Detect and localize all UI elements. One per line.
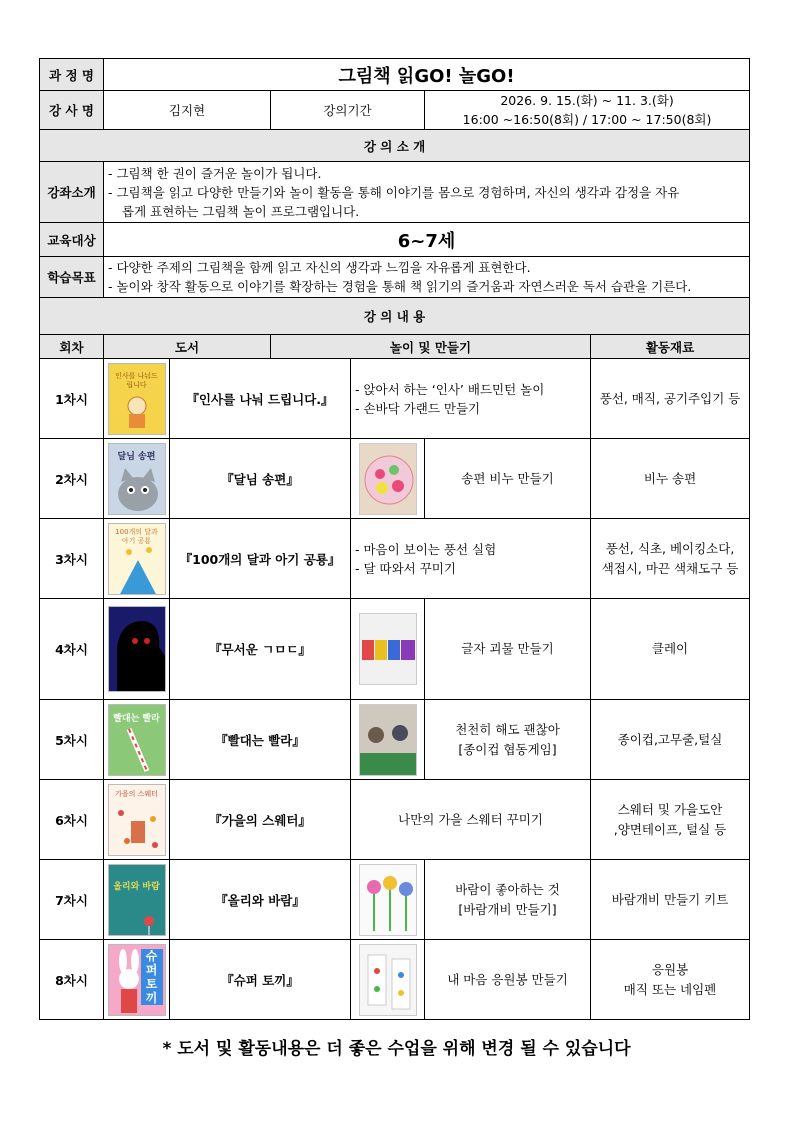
goal-text (104, 257, 750, 298)
activity-photo-cell (351, 860, 425, 940)
activity-photo-cell (351, 599, 425, 700)
content-section-title: 강 의 내 용 (40, 298, 750, 335)
activity-text (425, 700, 591, 780)
materials-line: 풍선, 매직, 공기주입기 등 (599, 390, 741, 406)
soap-illustration (360, 444, 417, 515)
materials-text (591, 359, 750, 439)
cover-title: 달님 송편 (117, 451, 156, 462)
goal-line: - 다양한 주제의 그림책을 함께 읽고 자신의 생각과 느낌을 자유롭게 표현한다. (108, 260, 531, 275)
session-row (40, 599, 750, 700)
book-cover-image (108, 864, 166, 936)
activity-line: - 마음이 보이는 풍선 실험 (355, 541, 497, 557)
book-cover-image (108, 944, 166, 1016)
pinwheel-photo (359, 864, 417, 936)
book-cover-image (108, 443, 166, 515)
goal-line: - 놀이와 창작 활동으로 이야기를 확장하는 경험을 통해 책 읽기의 즐거움과 자연스러운 독서 습관을 기른다. (108, 279, 692, 294)
activity-text (351, 519, 591, 599)
book-title: 『빨대는 빨라』 (170, 700, 351, 780)
course-intro-line: 롭게 표현하는 그림책 놀이 프로그램입니다. (122, 203, 360, 219)
book-title: 『100개의 달과 아기 공룡』 (170, 519, 351, 599)
materials-line: 매직 또는 네임펜 (623, 981, 717, 997)
session-number: 8차시 (40, 940, 104, 1020)
book-cover-cell (104, 860, 170, 940)
straw-illustration (109, 705, 166, 776)
activity-photo-cell (351, 439, 425, 519)
intro-section-title: 강 의 소 개 (40, 130, 750, 162)
cover-title: 100개의 달과 아기 공룡 (115, 527, 158, 545)
pinwheel-illustration (360, 865, 417, 936)
book-cover-image (108, 606, 166, 692)
materials-text (591, 599, 750, 700)
col-session-header: 회차 (40, 335, 104, 359)
activity-line: 바람이 좋아하는 것 (455, 881, 560, 897)
materials-line: 클레이 (651, 641, 689, 656)
activity-text (425, 940, 591, 1020)
rabbit-illustration (109, 945, 166, 1016)
activity-text (425, 439, 591, 519)
period-label: 강의기간 (271, 91, 425, 130)
materials-text (591, 940, 750, 1020)
book-title: 『무서운 ㄱㅁㄷ』 (170, 599, 351, 700)
course-intro-text (104, 162, 750, 223)
col-materials-header: 활동재료 (591, 335, 750, 359)
materials-line: 색접시, 마끈 색채도구 등 (601, 560, 739, 576)
wind-illustration (109, 865, 166, 936)
footnote: * 도서 및 활동내용은 더 좋은 수업을 위해 변경 될 수 있습니다 (162, 1039, 631, 1059)
materials-line: ,양면테이프, 털실 등 (613, 821, 727, 837)
materials-line: 풍선, 식초, 베이킹소다, (605, 540, 735, 556)
soap-photo (359, 443, 417, 515)
activity-line: 천천히 해도 괜찮아 (455, 721, 560, 737)
activity-line: [종이컵 협동게임] (458, 741, 557, 757)
activity-line: - 앉아서 하는 ‘인사’ 배드민턴 놀이 (355, 381, 545, 397)
target-label: 교육대상 (40, 223, 104, 257)
sweater-illustration (109, 785, 166, 856)
book-cover-image (108, 523, 166, 595)
session-row (40, 359, 750, 439)
activity-text (351, 359, 591, 439)
book-cover-cell (104, 940, 170, 1020)
clay-photo (359, 613, 417, 685)
session-row (40, 860, 750, 940)
book-cover-image (108, 704, 166, 776)
materials-text (591, 439, 750, 519)
book-title: 『인사를 나눠 드립니다.』 (170, 359, 351, 439)
period-dates: 2026. 9. 15.(화) ~ 11. 3.(화) (500, 93, 674, 108)
book-cover-image (108, 363, 166, 435)
curriculum-table (39, 58, 750, 1020)
materials-line: 비누 송편 (643, 470, 697, 486)
clay-letters-illustration (360, 614, 417, 685)
session-number: 6차시 (40, 780, 104, 860)
monster-illustration (109, 607, 166, 692)
activity-photo-cell (351, 940, 425, 1020)
materials-text (591, 519, 750, 599)
materials-text (591, 860, 750, 940)
session-row (40, 940, 750, 1020)
session-number: 4차시 (40, 599, 104, 700)
activity-text (425, 599, 591, 700)
cat-illustration (109, 444, 166, 515)
book-cover-image (108, 784, 166, 856)
cover-title: 빨대는 빨라 (113, 713, 160, 724)
book-title: 『가을의 스웨터』 (170, 780, 351, 860)
book-title: 『슈퍼 토끼』 (170, 940, 351, 1020)
activity-line: - 달 따와서 꾸미기 (355, 560, 456, 576)
cover-title: 인사를 나눠드립니다 (115, 371, 158, 389)
session-number: 7차시 (40, 860, 104, 940)
materials-line: 종이컵,고무줄,털실 (617, 731, 723, 747)
cheer-stick-photo (359, 944, 417, 1016)
materials-text (591, 700, 750, 780)
activity-line: [바람개비 만들기] (458, 901, 557, 917)
materials-line: 바람개비 만들기 키트 (611, 891, 729, 907)
game-illustration (360, 705, 417, 776)
activity-photo-cell (351, 700, 425, 780)
course-intro-line: - 그림책 한 권이 즐거운 놀이가 됩니다. (108, 165, 322, 181)
instructor-label: 강 사 명 (40, 91, 104, 130)
session-row (40, 780, 750, 860)
book-cover-cell (104, 359, 170, 439)
session-row (40, 519, 750, 599)
book-cover-cell (104, 780, 170, 860)
activity-text (425, 860, 591, 940)
period-times: 16:00 ~16:50(8회) / 17:00 ~ 17:50(8회) (462, 112, 712, 127)
cheer-stick-illustration (360, 945, 417, 1016)
course-title: 그림책 읽GO! 놀GO! (104, 59, 750, 91)
session-row (40, 439, 750, 519)
instructor-name: 김지현 (104, 91, 271, 130)
book-cover-cell (104, 700, 170, 780)
materials-line: 스웨터 및 가을도안 (617, 801, 723, 817)
session-number: 1차시 (40, 359, 104, 439)
course-intro-line: - 그림책을 읽고 다양한 만들기와 놀이 활동을 통해 이야기를 몸으로 경험하며, 자신의 생각과 감정을 자유 (108, 184, 680, 200)
book-cover-cell (104, 439, 170, 519)
col-activity-header: 놀이 및 만들기 (271, 335, 591, 359)
cover-illustration (109, 524, 166, 595)
book-cover-cell (104, 519, 170, 599)
course-intro-label: 강좌소개 (40, 162, 104, 223)
book-title: 『올리와 바람』 (170, 860, 351, 940)
materials-text (591, 780, 750, 860)
session-row (40, 700, 750, 780)
activity-line: 나만의 가을 스웨터 꾸미기 (398, 811, 543, 827)
book-cover-cell (104, 599, 170, 700)
activity-line: - 손바닥 가랜드 만들기 (355, 400, 481, 416)
course-label: 과 정 명 (40, 59, 104, 91)
cover-title: 가을의 스웨터 (115, 789, 158, 798)
goal-label: 학습목표 (40, 257, 104, 298)
period-value (425, 91, 750, 130)
cover-illustration (109, 364, 166, 435)
activity-line: 글자 괴물 만들기 (461, 641, 554, 656)
session-number: 5차시 (40, 700, 104, 780)
cup-game-photo (359, 704, 417, 776)
session-number: 3차시 (40, 519, 104, 599)
activity-line: 송편 비누 만들기 (461, 470, 554, 486)
cover-title: 올리와 바람 (113, 881, 160, 892)
session-number: 2차시 (40, 439, 104, 519)
activity-line: 내 마음 응원봉 만들기 (447, 971, 568, 987)
book-title: 『달님 송편』 (170, 439, 351, 519)
target-value: 6~7세 (104, 223, 750, 257)
cover-title: 슈퍼 토끼 (141, 949, 163, 1005)
col-book-header: 도서 (104, 335, 271, 359)
materials-line: 응원봉 (651, 961, 689, 977)
activity-text (351, 780, 591, 860)
